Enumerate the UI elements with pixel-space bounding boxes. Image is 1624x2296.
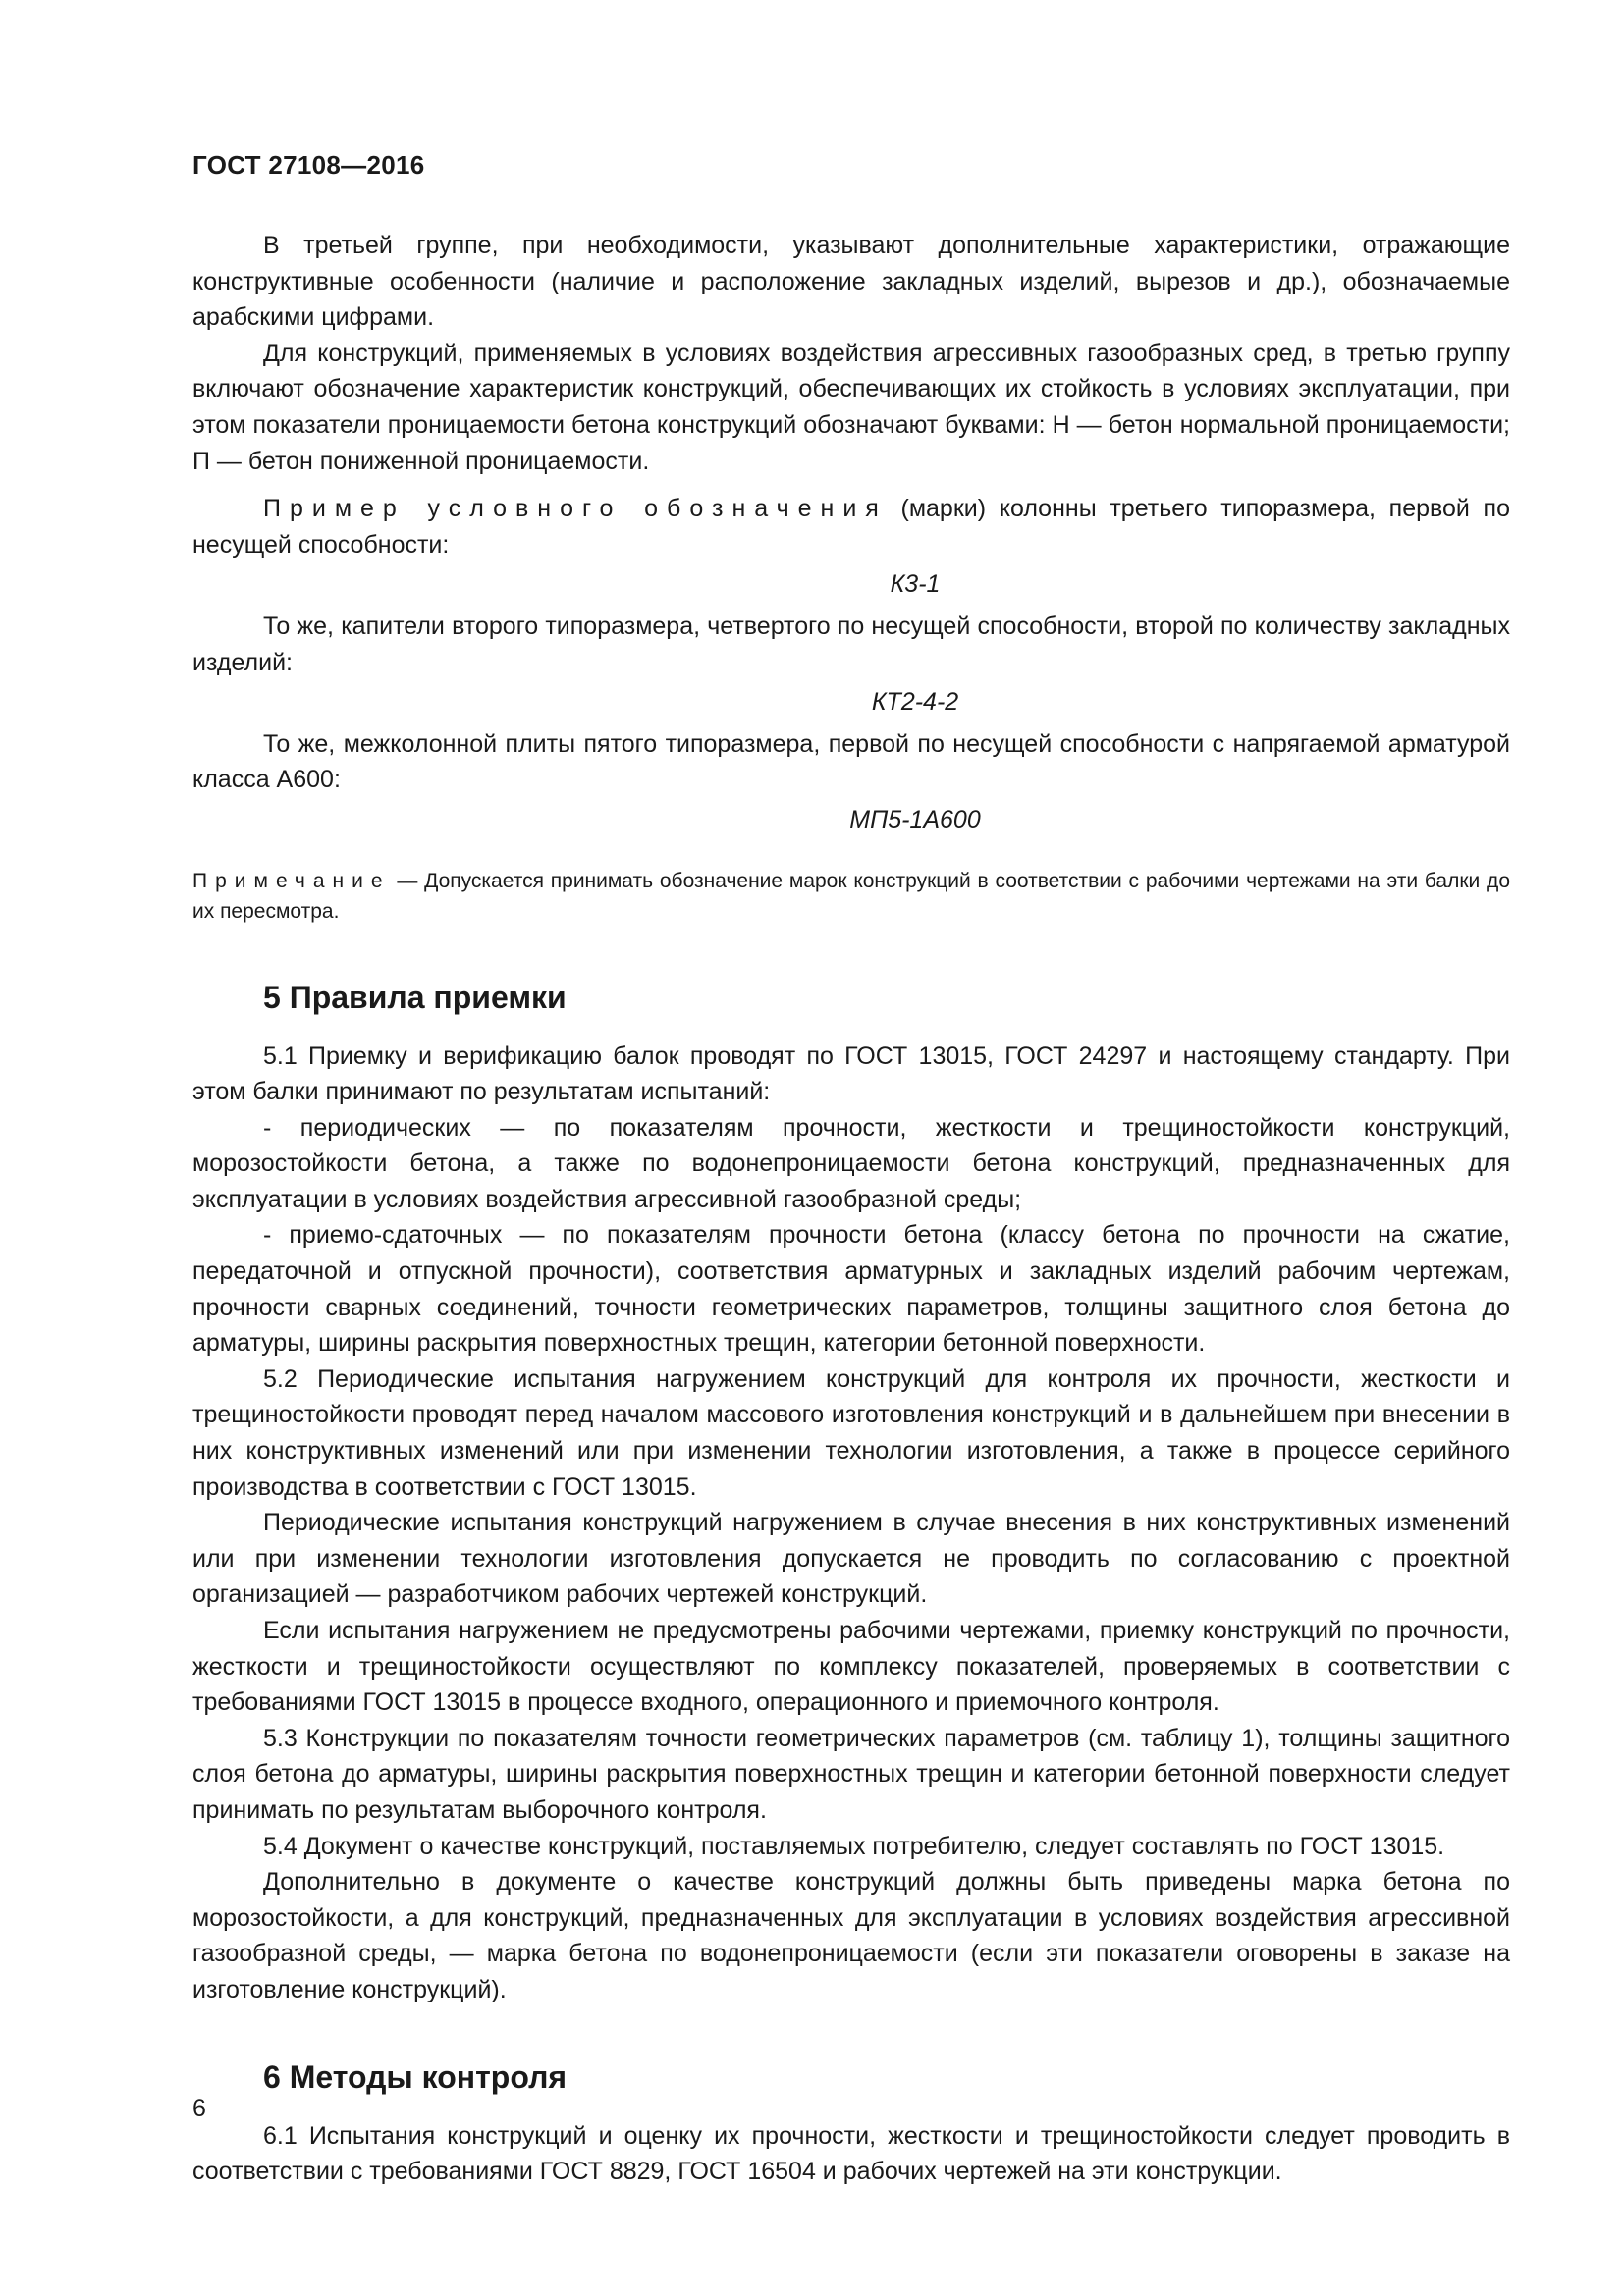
list-item-acceptance: - приемо-сдаточных — по показателям прочности бетона (классу бетона по прочности на сжатие, передаточной и отпускной прочности), соответствия арматурных и закладных изделий рабочим чертежам, прочности сварных соединений, точности геометрических параметров, толщины защитного слоя бетона до арматуры, ширины раскрытия поверхностных трещин, категории бетонной поверхности. [192,1221,1510,1358]
paragraph-5-4: 5.4 Документ о качестве конструкций, поставляемых потребителю, следует составлять по ГОСТ 13015. [263,1832,1445,1860]
section-6-title: 6 Методы контроля [263,2058,568,2095]
paragraph-third-group: В третьей группе, при необходимости, указывают дополнительные характеристики, отражающие конструктивные особенности (наличие и расположение закладных изделий, вырезов и др.), обозначаемые арабскими цифрами. [192,232,1510,332]
paragraph-5-2-b: Периодические испытания конструкций нагружением в случае внесения в них конструктивных изменений или при изменении технологии изготовления допускается не проводить по согласованию с проектной организацией — разработчиком рабочих чертежей конструкций. [192,1509,1510,1609]
paragraph-5-2-c: Если испытания нагружением не предусмотрены рабочими чертежами, приемку конструкций по прочности, жесткости и трещиностойкости осуществляют по комплексу показателей, проверяемых в соответствии с требованиями ГОСТ 13015 в процессе входного, операционного и приемочного контроля. [192,1617,1510,1717]
page-number: 6 [192,2095,206,2122]
paragraph-capital: То же, капители второго типоразмера, четвертого по несущей способности, второй по количеству закладных изделий: [192,612,1510,676]
list-item-periodic: - периодических — по показателям прочности, жесткости и трещиностойкости конструкций, морозостойкости бетона, а также по водонепроницаемости бетона конструкций, предназначенных для эксплуатации в условиях воздействия агрессивной газообразной среды; [192,1113,1510,1213]
note [192,866,1510,927]
formula-capital: КТ2-4-2 [871,688,959,717]
paragraph-5-2: 5.2 Периодические испытания нагружением конструкций для контроля их прочности, жесткости и трещиностойкости проводят перед началом массового изготовления конструкций и в дальнейшем при внесении в них конструктивных изменений или при изменении технологии изготовления, а также в процессе серийного производства в соответствии с ГОСТ 13015. [192,1364,1510,1501]
paragraph-5-3: 5.3 Конструкции по показателям точности геометрических параметров (см. таблицу 1), толщины защитного слоя бетона до арматуры, ширины раскрытия поверхностных трещин и категории бетонной поверхности следует принимать по результатам выборочного контроля. [192,1724,1510,1824]
paragraph-slab: То же, межколонной плиты пятого типоразмера, первой по несущей способности с напрягаемой арматурой класса А600: [192,729,1510,794]
example-label: Пример условного обозначения [263,495,888,523]
note-label: Примечание [192,869,391,892]
note-text: — Допускается принимать обозначение марок конструкций в соответствии с рабочими чертежами на эти балки до их пересмотра. [192,869,1510,923]
example-text: (марки) колонны третьего типоразмера, первой по несущей способности: [192,495,1510,559]
paragraph-example [192,491,1510,562]
section-5-title: 5 Правила приемки [263,979,567,1015]
document-body [192,228,1510,2190]
document-code: ГОСТ 27108—2016 [192,150,425,180]
paragraph-6-1: 6.1 Испытания конструкций и оценку их прочности, жесткости и трещиностойкости следует проводить в соответствии с требованиями ГОСТ 8829, ГОСТ 16504 и рабочих чертежей на эти конструкции. [192,2121,1510,2186]
paragraph-aggressive-env: Для конструкций, применяемых в условиях воздействия агрессивных газообразных сред, в третью группу включают обозначение характеристик конструкций, обеспечивающих их стойкость в условиях эксплуатации, при этом показатели проницаемости бетона конструкций обозначают буквами: Н — бетон нормальной проницаемости; П — бетон пониженной проницаемости. [192,339,1510,475]
formula-column: К3-1 [890,570,941,599]
paragraph-5-4-b: Дополнительно в документе о качестве конструкций должны быть приведены марка бетона по морозостойкости, а для конструкций, предназначенных для эксплуатации в условиях воздействия агрессивной газообразной среды, — марка бетона по водонепроницаемости (если эти показатели оговорены в заказе на изготовление конструкций). [192,1868,1510,2003]
paragraph-5-1: 5.1 Приемку и верификацию балок проводят по ГОСТ 13015, ГОСТ 24297 и настоящему стандарту. При этом балки принимают по результатам испытаний: [192,1041,1510,1106]
formula-slab: МП5-1А600 [849,805,981,833]
